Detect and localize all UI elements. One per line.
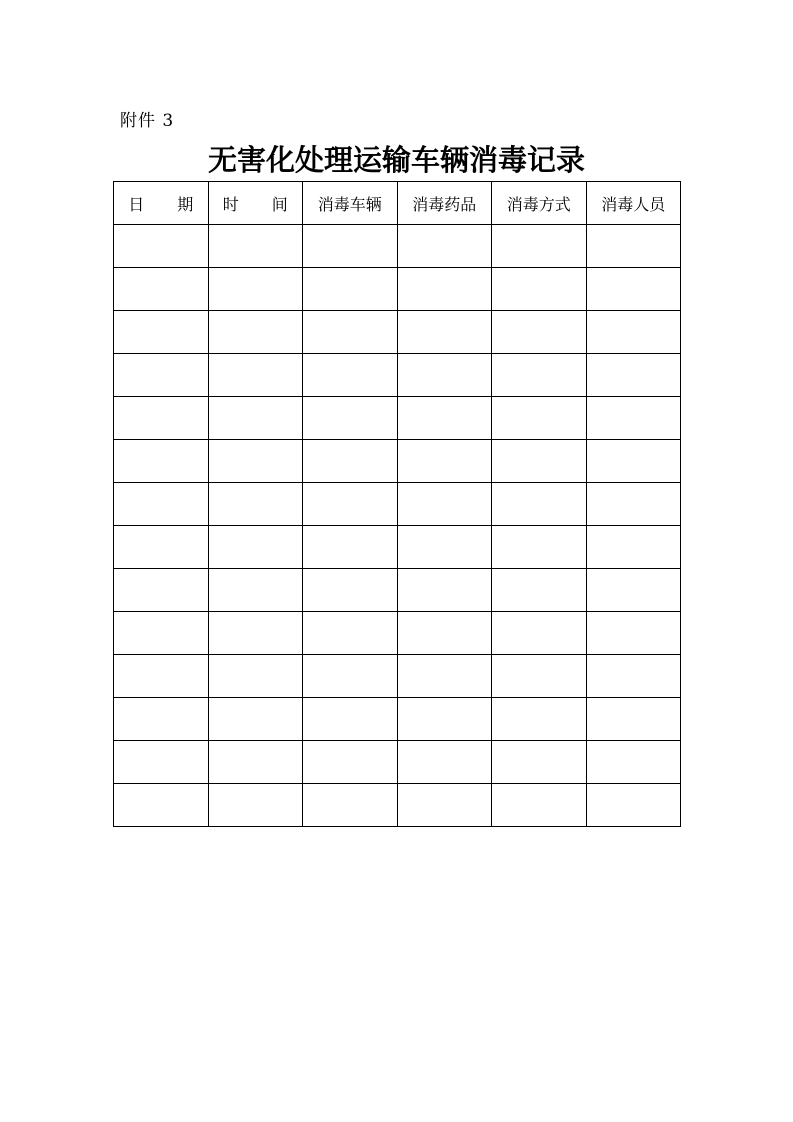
cell-vehicle[interactable] (303, 569, 398, 612)
table-row (114, 526, 681, 569)
column-header-method: 消毒方式 (492, 182, 587, 225)
cell-disinfectant[interactable] (397, 698, 492, 741)
cell-personnel[interactable] (586, 483, 681, 526)
cell-personnel[interactable] (586, 569, 681, 612)
column-header-vehicle: 消毒车辆 (303, 182, 398, 225)
table-row (114, 397, 681, 440)
cell-disinfectant[interactable] (397, 784, 492, 827)
table-body (114, 225, 681, 827)
cell-time[interactable] (208, 311, 303, 354)
column-header-time: 时 间 (208, 182, 303, 225)
cell-time[interactable] (208, 741, 303, 784)
table-row (114, 225, 681, 268)
table-row (114, 698, 681, 741)
cell-vehicle[interactable] (303, 225, 398, 268)
cell-date[interactable] (114, 397, 209, 440)
column-header-disinfectant: 消毒药品 (397, 182, 492, 225)
document-title: 无害化处理运输车辆消毒记录 (207, 143, 585, 177)
cell-method[interactable] (492, 354, 587, 397)
cell-date[interactable] (114, 483, 209, 526)
cell-disinfectant[interactable] (397, 311, 492, 354)
cell-method[interactable] (492, 655, 587, 698)
cell-time[interactable] (208, 784, 303, 827)
cell-personnel[interactable] (586, 612, 681, 655)
cell-personnel[interactable] (586, 311, 681, 354)
cell-method[interactable] (492, 225, 587, 268)
cell-method[interactable] (492, 698, 587, 741)
cell-vehicle[interactable] (303, 354, 398, 397)
cell-personnel[interactable] (586, 440, 681, 483)
cell-date[interactable] (114, 655, 209, 698)
cell-vehicle[interactable] (303, 741, 398, 784)
cell-method[interactable] (492, 483, 587, 526)
cell-time[interactable] (208, 655, 303, 698)
cell-vehicle[interactable] (303, 397, 398, 440)
cell-personnel[interactable] (586, 655, 681, 698)
cell-disinfectant[interactable] (397, 569, 492, 612)
cell-date[interactable] (114, 268, 209, 311)
cell-date[interactable] (114, 311, 209, 354)
cell-time[interactable] (208, 225, 303, 268)
cell-date[interactable] (114, 526, 209, 569)
cell-vehicle[interactable] (303, 698, 398, 741)
cell-vehicle[interactable] (303, 440, 398, 483)
cell-personnel[interactable] (586, 526, 681, 569)
table-row (114, 268, 681, 311)
cell-disinfectant[interactable] (397, 741, 492, 784)
cell-vehicle[interactable] (303, 311, 398, 354)
cell-personnel[interactable] (586, 397, 681, 440)
cell-personnel[interactable] (586, 698, 681, 741)
cell-personnel[interactable] (586, 225, 681, 268)
cell-disinfectant[interactable] (397, 612, 492, 655)
cell-vehicle[interactable] (303, 612, 398, 655)
cell-time[interactable] (208, 526, 303, 569)
cell-date[interactable] (114, 569, 209, 612)
cell-personnel[interactable] (586, 784, 681, 827)
cell-date[interactable] (114, 225, 209, 268)
cell-disinfectant[interactable] (397, 483, 492, 526)
cell-time[interactable] (208, 268, 303, 311)
cell-method[interactable] (492, 268, 587, 311)
cell-personnel[interactable] (586, 268, 681, 311)
cell-time[interactable] (208, 397, 303, 440)
cell-date[interactable] (114, 698, 209, 741)
cell-vehicle[interactable] (303, 483, 398, 526)
cell-disinfectant[interactable] (397, 440, 492, 483)
table-row (114, 311, 681, 354)
cell-date[interactable] (114, 354, 209, 397)
cell-method[interactable] (492, 569, 587, 612)
table-row (114, 440, 681, 483)
table-row (114, 483, 681, 526)
cell-method[interactable] (492, 526, 587, 569)
attachment-label: 附件 3 (120, 111, 175, 131)
cell-date[interactable] (114, 784, 209, 827)
column-header-personnel: 消毒人员 (586, 182, 681, 225)
cell-disinfectant[interactable] (397, 655, 492, 698)
cell-vehicle[interactable] (303, 784, 398, 827)
cell-disinfectant[interactable] (397, 354, 492, 397)
cell-method[interactable] (492, 612, 587, 655)
cell-personnel[interactable] (586, 741, 681, 784)
table-row (114, 612, 681, 655)
column-header-date: 日 期 (114, 182, 209, 225)
cell-method[interactable] (492, 311, 587, 354)
cell-time[interactable] (208, 440, 303, 483)
table-header (114, 182, 681, 225)
table-row (114, 655, 681, 698)
cell-method[interactable] (492, 397, 587, 440)
header-row (114, 182, 681, 225)
cell-disinfectant[interactable] (397, 397, 492, 440)
table-row (114, 741, 681, 784)
cell-disinfectant[interactable] (397, 268, 492, 311)
cell-date[interactable] (114, 741, 209, 784)
cell-time[interactable] (208, 483, 303, 526)
table-row (114, 569, 681, 612)
cell-personnel[interactable] (586, 354, 681, 397)
cell-method[interactable] (492, 784, 587, 827)
cell-time[interactable] (208, 569, 303, 612)
cell-date[interactable] (114, 440, 209, 483)
cell-time[interactable] (208, 698, 303, 741)
cell-time[interactable] (208, 354, 303, 397)
cell-method[interactable] (492, 440, 587, 483)
cell-disinfectant[interactable] (397, 526, 492, 569)
table-row (114, 354, 681, 397)
cell-date[interactable] (114, 612, 209, 655)
table-row (114, 784, 681, 827)
cell-time[interactable] (208, 612, 303, 655)
cell-vehicle[interactable] (303, 268, 398, 311)
cell-method[interactable] (492, 741, 587, 784)
cell-vehicle[interactable] (303, 526, 398, 569)
cell-disinfectant[interactable] (397, 225, 492, 268)
disinfection-record-table (113, 181, 681, 827)
cell-vehicle[interactable] (303, 655, 398, 698)
